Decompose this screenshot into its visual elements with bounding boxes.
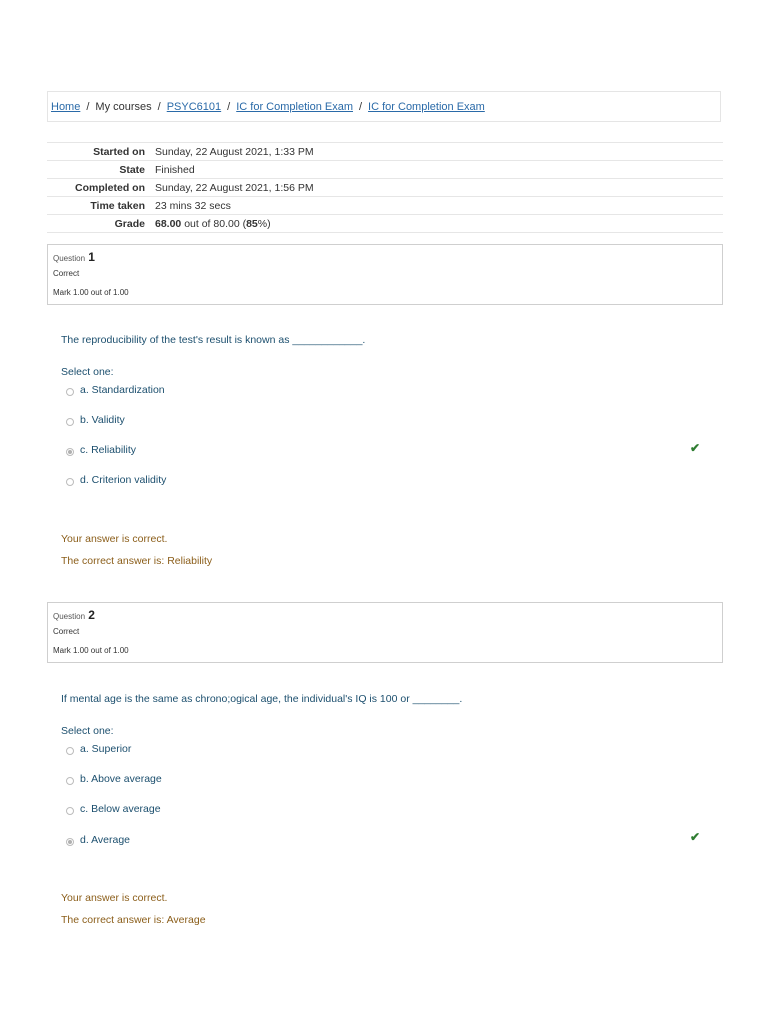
option-label: d. Average <box>80 834 131 846</box>
radio-button[interactable] <box>66 807 74 815</box>
completed-label: Completed on <box>47 179 155 197</box>
question-2-feedback: Your answer is correct. <box>61 892 168 904</box>
option-label: a. Superior <box>80 743 132 755</box>
grade-value <box>155 215 723 233</box>
breadcrumb-separator: / <box>227 100 231 113</box>
breadcrumb-exam-link[interactable]: IC for Completion Exam <box>236 100 353 113</box>
summary-row-grade <box>47 215 723 233</box>
question-mark: Mark 1.00 out of 1.00 <box>53 646 129 655</box>
question-1-info <box>47 244 723 305</box>
question-1-right-answer: The correct answer is: Reliability <box>61 555 213 567</box>
option-label: a. Standardization <box>80 384 165 396</box>
option-label: c. Below average <box>80 803 161 815</box>
option-label: d. Criterion validity <box>80 474 167 486</box>
completed-value: Sunday, 22 August 2021, 1:56 PM <box>155 179 723 197</box>
question-2-option-a[interactable] <box>66 742 131 756</box>
question-label: Question <box>53 254 86 263</box>
radio-button-selected[interactable] <box>66 838 74 846</box>
question-1-option-b[interactable] <box>66 413 125 427</box>
question-2-text: If mental age is the same as chrono;ogical age, the individual's IQ is 100 or ________. <box>61 693 463 705</box>
radio-button-selected[interactable] <box>66 448 74 456</box>
question-label: Question <box>53 612 86 621</box>
question-2-info <box>47 602 723 663</box>
question-number-value: 1 <box>88 250 95 264</box>
grade-close: %) <box>257 217 271 230</box>
question-2-option-c[interactable] <box>66 802 161 816</box>
radio-button[interactable] <box>66 418 74 426</box>
breadcrumb-separator: / <box>86 100 90 113</box>
breadcrumb-home-link[interactable]: Home <box>51 100 81 113</box>
state-value: Finished <box>155 161 723 179</box>
question-number <box>53 608 95 622</box>
question-1-select-one: Select one: <box>61 366 114 378</box>
summary-row-state <box>47 161 723 179</box>
summary-row-completed <box>47 179 723 197</box>
summary-row-started <box>47 143 723 161</box>
question-2-right-answer: The correct answer is: Average <box>61 914 206 926</box>
breadcrumb <box>47 91 721 122</box>
radio-button[interactable] <box>66 478 74 486</box>
breadcrumb-separator: / <box>358 100 363 113</box>
breadcrumb-my-courses: My courses <box>95 100 152 113</box>
question-1-feedback: Your answer is correct. <box>61 533 168 545</box>
correct-check-icon: ✔ <box>690 441 701 455</box>
question-number <box>53 250 95 264</box>
radio-button[interactable] <box>66 777 74 785</box>
option-label: b. Above average <box>80 773 162 785</box>
question-1-text: The reproducibility of the test's result is known as ____________. <box>61 334 366 346</box>
breadcrumb-course-link[interactable]: PSYC6101 <box>166 100 222 113</box>
question-state: Correct <box>53 269 80 278</box>
question-2-option-b[interactable] <box>66 772 162 786</box>
grade-percent: 85 <box>246 217 258 230</box>
state-label: State <box>47 161 155 179</box>
option-label: b. Validity <box>80 414 125 426</box>
radio-button[interactable] <box>66 388 74 396</box>
started-value: Sunday, 22 August 2021, 1:33 PM <box>155 143 723 161</box>
question-mark: Mark 1.00 out of 1.00 <box>53 288 129 297</box>
correct-check-icon: ✔ <box>690 830 701 844</box>
started-label: Started on <box>47 143 155 161</box>
radio-button[interactable] <box>66 747 74 755</box>
question-1-option-a[interactable] <box>66 383 165 397</box>
time-taken-value: 23 mins 32 secs <box>155 197 723 215</box>
question-number-value: 2 <box>88 608 95 622</box>
breadcrumb-separator: / <box>157 100 161 113</box>
question-state: Correct <box>53 627 80 636</box>
question-1-option-c[interactable] <box>66 443 136 457</box>
grade-score: 68.00 <box>155 217 182 230</box>
question-1-option-d[interactable] <box>66 473 166 487</box>
grade-label: Grade <box>47 215 155 233</box>
question-2-select-one: Select one: <box>61 725 114 737</box>
question-2-option-d[interactable] <box>66 833 130 847</box>
time-taken-label: Time taken <box>47 197 155 215</box>
breadcrumb-exam-review-link[interactable]: IC for Completion Exam <box>368 100 485 113</box>
grade-out-of: out of 80.00 ( <box>181 217 247 230</box>
attempt-summary-table <box>47 142 723 233</box>
option-label: c. Reliability <box>80 444 137 456</box>
summary-row-time <box>47 197 723 215</box>
